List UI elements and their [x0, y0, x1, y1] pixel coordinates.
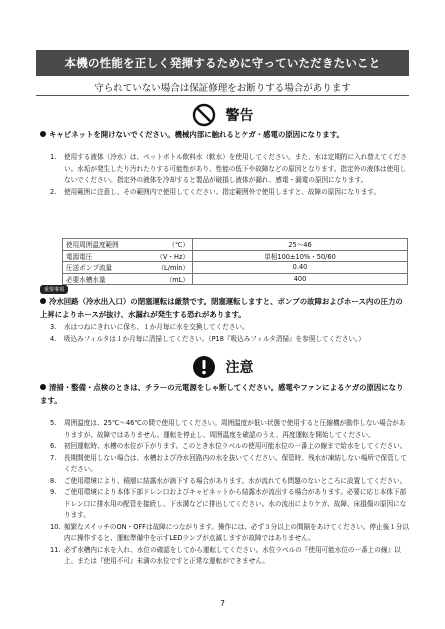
list-item-number: 1. [50, 153, 57, 161]
list-item [50, 522, 410, 545]
list-item-number: 8. [50, 476, 57, 485]
important-item-list [50, 322, 410, 345]
list-item-text: 初回運転時、水槽の水位が下がります。このとき水位ラベルの使用可能水位の一番上の線まで給水をしてください。 [64, 442, 407, 450]
list-item [50, 334, 410, 346]
warning-bullet: キャビネットを開けないでください。機械内部に触れるとケガ・感電の原因になります。 [40, 128, 410, 141]
spec-unit: （V・Hz） [123, 250, 193, 262]
list-item-number: 6. [50, 442, 57, 450]
spec-unit: （mL） [123, 273, 193, 285]
table-row [63, 250, 408, 262]
important-badge: 重要事項 [40, 285, 68, 294]
warning-heading [0, 103, 445, 127]
caution-heading [0, 355, 445, 379]
list-item-number: 2. [50, 187, 57, 196]
list-item-number: 9. [50, 488, 57, 496]
table-row [63, 273, 408, 285]
list-item [50, 187, 410, 199]
list-item-text: 必ず水槽内に水を入れ、水位の確認をしてから運転してください。水位ラベルの『使用可能水位の一番上の線』以上、または『使用不可』未満の水位ですと正常な運転ができません。 [64, 545, 401, 565]
list-item-text: 周囲温度は、25℃～46℃の間で使用してください。周囲温度が低い状態で使用すると圧縮機が動作しない場合がありますが、故障ではありません。運転を停止し、周囲温度を確認のうえ、再度運転を開始してください。 [64, 419, 406, 439]
caution-bullet: 清掃・整備・点検のときは、チラーの元電源をしゃ断してください。感電やファンによるケガの原因になります。 [40, 383, 404, 405]
list-item-text: 使用範囲に注意し、その範囲内で使用してください。指定範囲外で使用しますと、故障の原因になります。 [64, 187, 380, 196]
spec-unit: （℃） [123, 239, 193, 251]
warning-title: 警告 [225, 108, 254, 124]
list-item-text: 長期間使用しない場合は、水槽および冷水回路内の水を抜いてください。保管時、残水が凍結しない場所で保管してください。 [64, 453, 407, 473]
list-item [50, 152, 410, 187]
list-item-number: 7. [50, 453, 57, 462]
list-item-text: 使用する液体（冷水）は、ペットボトル飲料水（軟水）を使用してください。また、水は定期的に入れ替えてください。水垢が発生したり汚れたりする可能性があり、性能の低下や故障などの原因となります。指定外の液体は使用しないでください。指定外の液体を冷却すると製品が破損し液体が漏れ、感電・漏電の原因になります。 [64, 153, 407, 184]
spec-value: 0.40 [193, 262, 408, 274]
table-row [63, 262, 408, 274]
list-item-text: 吸込みフィルタは１か月毎に清掃してください。（P18『吸込みフィルタ清掃』を参照してください。） [64, 334, 365, 343]
list-item [50, 441, 410, 453]
list-item-number: 3. [50, 323, 57, 331]
list-item-number: 5. [50, 419, 57, 427]
exclamation-icon [192, 355, 216, 379]
spec-label: 使用周囲温度範囲 [63, 239, 123, 251]
bullet-dot-icon [40, 384, 46, 390]
important-bullet: 冷水回路（冷水出入口）の閉塞運転は厳禁です。閉塞運転しますと、ポンプの故障およびホース内の圧力の上昇によりホースが抜け、水漏れが発生する恐れがあります。 [40, 297, 403, 319]
spec-label: 電源電圧 [63, 250, 123, 262]
list-item-text: 頻繁なスイッチのON・OFFは故障につながります。操作には、必ず３分以上の間隔をあけてください。停止後１分以内に操作すると、運転準備中を示すLEDランプが点滅しますが故障ではありません。 [64, 522, 410, 542]
bullet-dot-icon [40, 131, 46, 137]
list-item [50, 487, 410, 522]
table-row [63, 239, 408, 251]
list-item [50, 418, 410, 441]
list-item-text: ご使用環境により本体下部ドレン口およびキャビネットから結露水が流出する場合があります。必要に応じ本体下部ドレン口に排水用の配管を接続し、下水溝などに排出してください。水の流出によりケガ、故障、床損傷の原因になります。 [64, 488, 407, 519]
list-item [50, 322, 410, 334]
list-item-number: 10. [50, 522, 61, 531]
spec-label: 必要水槽水量 [63, 273, 123, 285]
list-item-number: 11. [50, 545, 61, 554]
page-title-banner: 本機の性能を正しく発揮するために守っていただきたいこと [36, 50, 409, 76]
caution-item-list [50, 418, 410, 568]
prohibition-icon [192, 103, 216, 127]
list-item [50, 453, 410, 476]
spec-unit: （L/min） [123, 262, 193, 274]
spec-table [62, 238, 408, 285]
spec-value: 25～46 [193, 239, 408, 251]
spec-value: 400 [193, 273, 408, 285]
spec-label: 圧送ポンプ流量 [63, 262, 123, 274]
warning-item-list [50, 152, 410, 198]
page-number: 7 [220, 599, 225, 608]
list-item-text: 水はつねにきれいに保ち、１か月毎に水を交換してください。 [64, 323, 249, 331]
list-item-text: ご使用環境により、積層に結露水が滴下する場合があります。水が流れても問題のないところに設置してください。 [64, 476, 407, 485]
bullet-dot-icon [40, 298, 46, 304]
caution-title: 注意 [225, 360, 254, 376]
list-item [50, 545, 410, 568]
list-item-number: 4. [50, 334, 57, 343]
warranty-notice: 守られていない場合は保証修理をお断りする場合があります [36, 78, 409, 96]
spec-value: 単相100±10%・50/60 [193, 250, 408, 262]
list-item [50, 476, 410, 488]
